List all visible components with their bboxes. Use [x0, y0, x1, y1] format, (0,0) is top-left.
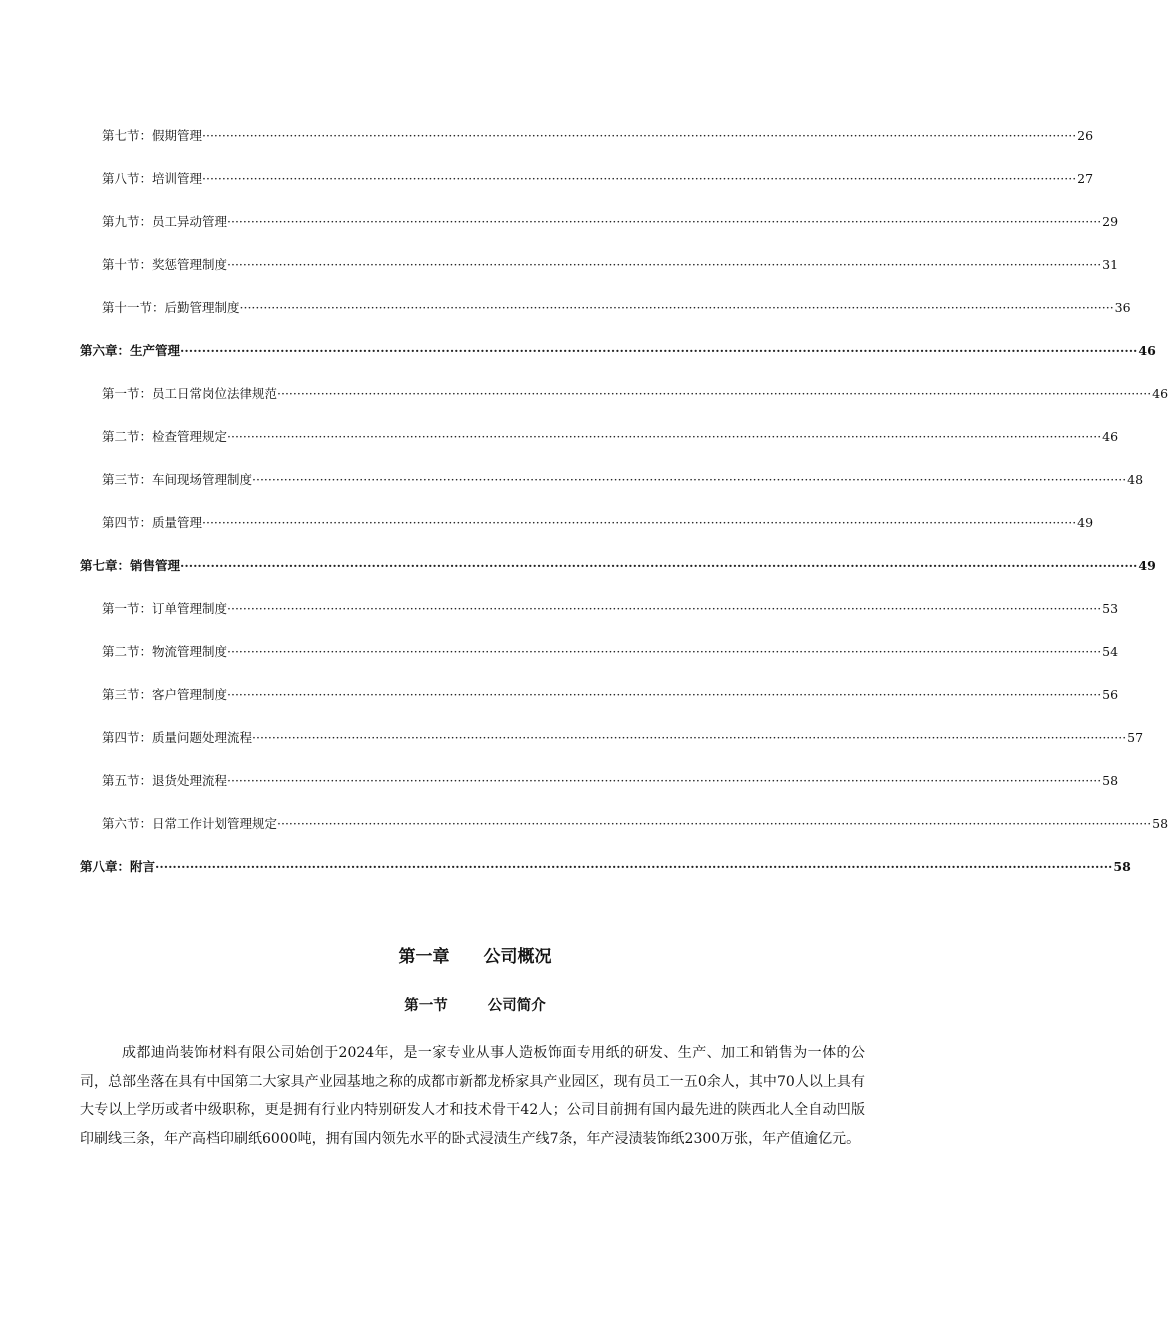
toc-dot-leader: ···························································································································································································································· — [227, 644, 1102, 659]
toc-entry-title: 第四节：质量问题处理流程 — [102, 730, 253, 745]
toc-dot-leader: ···························································································································································································································· — [227, 257, 1102, 272]
toc-dot-leader: ···························································································································································································································· — [277, 386, 1152, 401]
toc-entry-page: 49 — [1077, 515, 1094, 530]
toc-entry-page: 56 — [1102, 687, 1119, 702]
toc-entry-title: 第三节：车间现场管理制度 — [102, 472, 253, 487]
toc-entry-page: 27 — [1077, 171, 1094, 186]
toc-entry-page: 46 — [1102, 429, 1119, 444]
toc-entry[interactable] — [102, 470, 1144, 490]
toc-entry-page: 48 — [1127, 472, 1144, 487]
toc-entry-page: 46 — [1152, 386, 1168, 401]
toc-entry-title: 第一节：员工日常岗位法律规范 — [102, 386, 278, 401]
toc-dot-leader: ···························································································································································································································· — [227, 429, 1102, 444]
toc-entry-title: 第七节：假期管理 — [102, 128, 203, 143]
toc-dot-leader: ···························································································································································································································· — [252, 472, 1127, 487]
chapter-number: 第一章 — [398, 947, 450, 967]
toc-entry[interactable] — [102, 255, 1119, 275]
toc-entry[interactable] — [102, 384, 1168, 404]
toc-entry-title: 第九节：员工异动管理 — [102, 214, 228, 229]
toc-entry[interactable] — [102, 126, 1094, 146]
toc-entry-title: 第三节：客户管理制度 — [102, 687, 228, 702]
toc-entry[interactable] — [102, 599, 1119, 619]
toc-entry-title: 第六章：生产管理 — [80, 343, 181, 358]
toc-entry[interactable] — [102, 685, 1119, 705]
toc-entry-title: 第六节：日常工作计划管理规定 — [102, 816, 278, 831]
toc-entry[interactable] — [102, 169, 1094, 189]
toc-entry[interactable] — [102, 814, 1168, 834]
toc-dot-leader: ···························································································································································································································· — [227, 601, 1102, 616]
toc-chapter-entry[interactable] — [80, 857, 1131, 877]
toc-entry-title: 第二节：物流管理制度 — [102, 644, 228, 659]
toc-dot-leader: ···························································································································································································································· — [227, 214, 1102, 229]
toc-entry-title: 第八章：附言 — [80, 859, 156, 874]
toc-dot-leader: ···························································································································································································································· — [202, 128, 1077, 143]
toc-dot-leader: ···························································································································································································································· — [227, 687, 1102, 702]
toc-entry-title: 第一节：订单管理制度 — [102, 601, 228, 616]
toc-entry-page: 58 — [1152, 816, 1168, 831]
toc-entry-page: 36 — [1114, 300, 1131, 315]
chapter-title: 公司概况 — [483, 947, 552, 967]
toc-dot-leader: ···························································································································································································································· — [180, 558, 1138, 573]
toc-dot-leader: ···························································································································································································································· — [277, 816, 1152, 831]
toc-entry[interactable] — [102, 642, 1119, 662]
toc-entry-page: 31 — [1102, 257, 1119, 272]
toc-entry[interactable] — [102, 728, 1144, 748]
toc-entry-title: 第八节：培训管理 — [102, 171, 203, 186]
toc-entry-title: 第十一节：后勤管理制度 — [102, 300, 240, 315]
section-title: 公司简介 — [487, 997, 546, 1014]
toc-entry-title: 第七章：销售管理 — [80, 558, 181, 573]
toc-entry[interactable] — [102, 298, 1131, 318]
toc-entry[interactable] — [102, 212, 1119, 232]
toc-entry-title: 第二节：检查管理规定 — [102, 429, 228, 444]
toc-chapter-entry[interactable] — [80, 341, 1156, 361]
toc-entry-title: 第四节：质量管理 — [102, 515, 203, 530]
toc-entry[interactable] — [102, 771, 1119, 791]
toc-entry[interactable] — [102, 513, 1094, 533]
toc-chapter-entry[interactable] — [80, 556, 1156, 576]
toc-entry-page: 58 — [1113, 859, 1131, 874]
toc-entry[interactable] — [102, 427, 1119, 447]
toc-dot-leader: ···························································································································································································································· — [180, 343, 1138, 358]
toc-dot-leader: ···························································································································································································································· — [239, 300, 1114, 315]
toc-dot-leader: ···························································································································································································································· — [252, 730, 1127, 745]
toc-entry-page: 57 — [1127, 730, 1144, 745]
company-intro-paragraph: 成都迪尚装饰材料有限公司始创于2024年，是一家专业从事人造板饰面专用纸的研发、生产、加工和销售为一体的公司，总部坐落在具有中国第二大家具产业园基地之称的成都市新都龙桥家具产业园区，现有员工一五0余人，其中70人以上具有大专以上学历或者中级职称，更是拥有行业内特别研发人才和技术骨干42人；公司目前拥有国内最先进的陕西北人全自动凹版印刷线三条，年产高档印刷纸6000吨，拥有国内领先水平的卧式浸渍生产线7条，年产浸渍装饰纸2300万张，年产值逾亿元。 — [80, 1045, 865, 1147]
toc-entry-page: 26 — [1077, 128, 1094, 143]
toc-entry-page: 58 — [1102, 773, 1119, 788]
toc-entry-title: 第十节：奖惩管理制度 — [102, 257, 228, 272]
toc-entry-page: 53 — [1102, 601, 1119, 616]
toc-dot-leader: ···························································································································································································································· — [202, 171, 1077, 186]
toc-entry-page: 54 — [1102, 644, 1119, 659]
chapter-heading — [0, 942, 950, 967]
toc-entry-title: 第五节：退货处理流程 — [102, 773, 228, 788]
toc-entry-page: 46 — [1138, 343, 1156, 358]
section-number: 第一节 — [404, 997, 448, 1014]
toc-dot-leader: ···························································································································································································································· — [202, 515, 1077, 530]
toc-dot-leader: ···························································································································································································································· — [155, 859, 1113, 874]
toc-entry-page: 49 — [1138, 558, 1156, 573]
toc-entry-page: 29 — [1102, 214, 1119, 229]
toc-dot-leader: ···························································································································································································································· — [227, 773, 1102, 788]
section-heading — [0, 994, 950, 1015]
